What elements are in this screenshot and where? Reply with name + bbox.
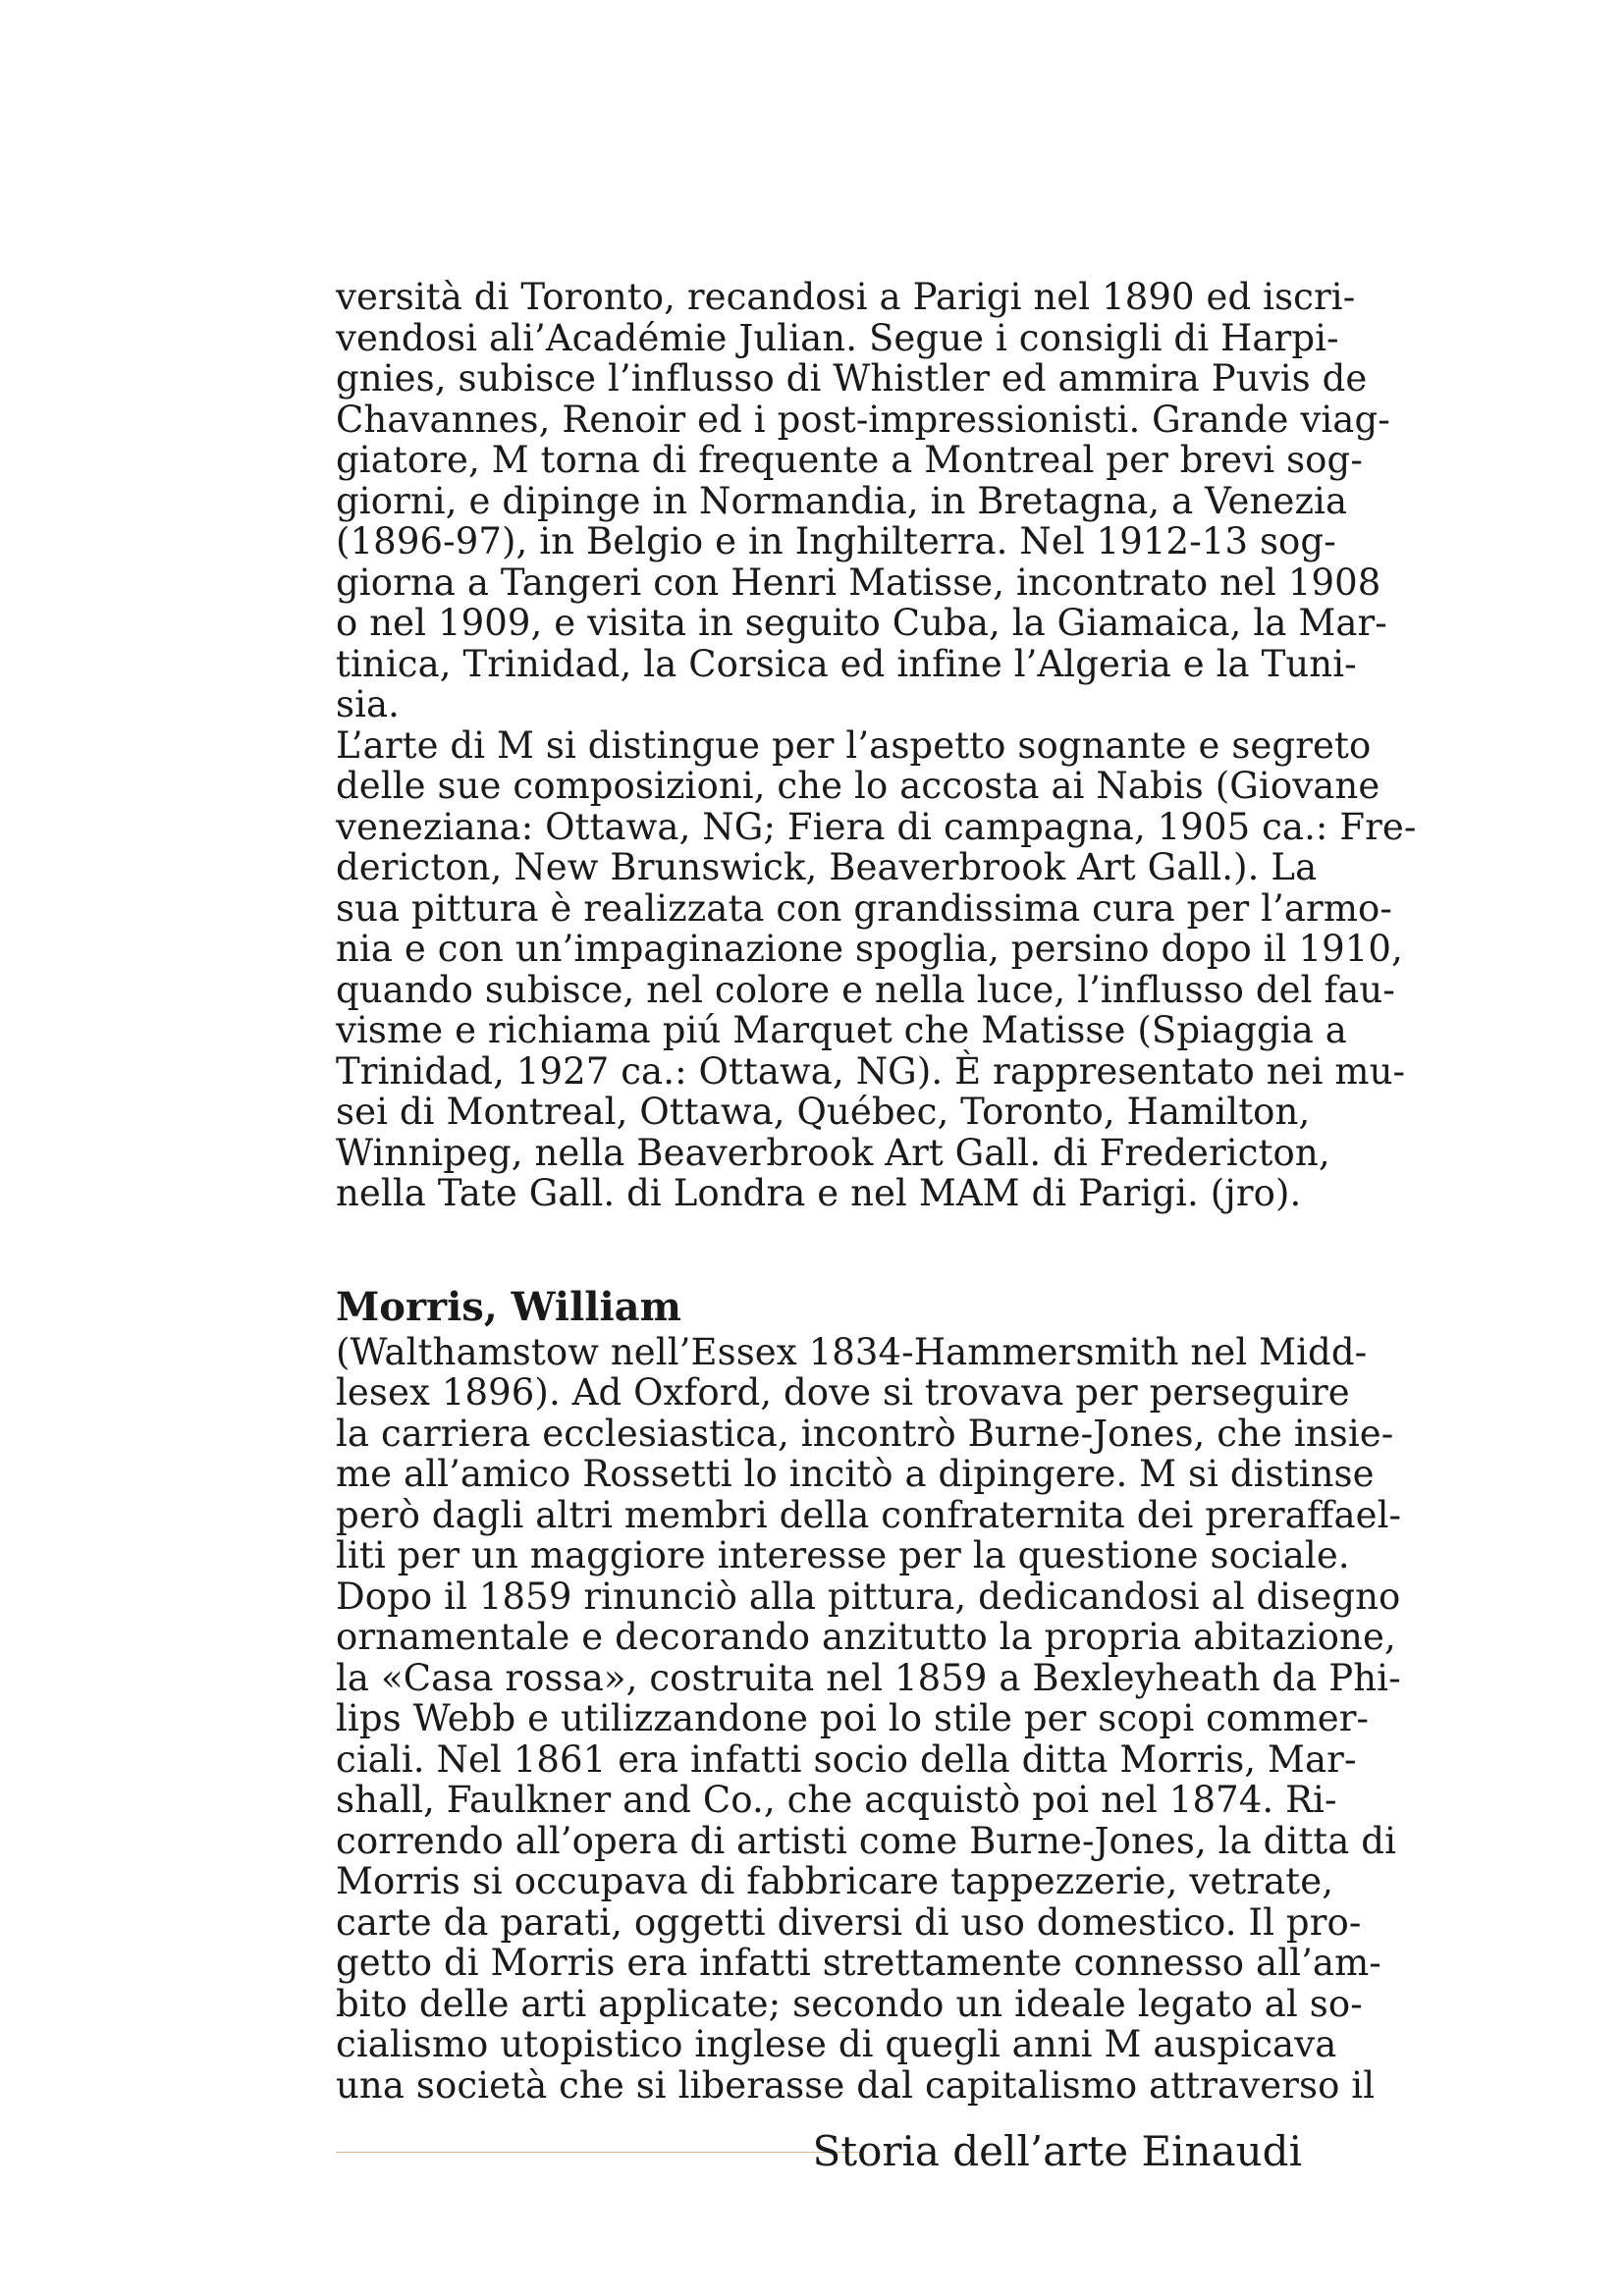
entry-separator <box>336 1214 1302 1283</box>
text-line: dericton, New Brunswick, Beaverbrook Art Gall.). La <box>336 846 1318 888</box>
text-line: giatore, M torna di frequente a Montreal per brevi sog- <box>336 439 1363 481</box>
text-line: carte da parati, oggetti diversi di uso domestico. Il pro- <box>336 1900 1362 1944</box>
text-line: sei di Montreal, Ottawa, Québec, Toronto, Hamilton, <box>336 1091 1311 1133</box>
text-line: la «Casa rossa», costruita nel 1859 a Bexleyheath da Phi- <box>336 1656 1401 1699</box>
entry-continuation-text <box>336 276 1417 1214</box>
text-line: Dopo il 1859 rinunciò alla pittura, dedicandosi al disegno <box>336 1575 1401 1618</box>
text-line: bito delle arti applicate; secondo un ideale legato al so- <box>336 1982 1363 2025</box>
text-line: Chavannes, Renoir ed i post-impressionisti. Grande viag- <box>336 398 1390 441</box>
text-line: lips Webb e utilizzandone poi lo stile per scopi commer- <box>336 1697 1370 1739</box>
text-line: visme e richiama piú Marquet che Matisse (Spiaggia a <box>336 1009 1347 1051</box>
text-line: giorni, e dipinge in Normandia, in Bretagna, a Venezia <box>336 479 1348 522</box>
text-line: o nel 1909, e visita in seguito Cuba, la Giamaica, la Mar- <box>336 602 1387 644</box>
text-line: Trinidad, 1927 ca.: Ottawa, NG). È rappresentato nei mu- <box>336 1049 1406 1093</box>
text-line: veneziana: Ottawa, NG; Fiera di campagna, 1905 ca.: Fre- <box>336 805 1417 848</box>
page-footer <box>336 2122 1302 2181</box>
entry-heading: Morris, William <box>336 1283 681 1330</box>
text-line: sua pittura è realizzata con grandissima cura per l’armo- <box>336 886 1393 930</box>
text-line: (1896-97), in Belgio e in Inghilterra. Nel 1912-13 sog- <box>336 520 1336 562</box>
text-line: però dagli altri membri della confraternita dei preraffael- <box>336 1493 1402 1536</box>
text-line: Winnipeg, nella Beaverbrook Art Gall. di Fredericton, <box>336 1131 1330 1174</box>
text-line: ornamentale e decorando anzitutto la propria abitazione, <box>336 1616 1396 1658</box>
text-line: Morris si occupava di fabbricare tappezzerie, vetrate, <box>336 1860 1334 1902</box>
footer-title: Storia dell’arte Einaudi <box>812 2127 1302 2175</box>
text-line: tinica, Trinidad, la Corsica ed infine l’Algeria e la Tuni- <box>336 642 1357 685</box>
footer-rule <box>336 2152 861 2153</box>
text-line: nia e con un’impaginazione spoglia, persino dopo il 1910, <box>336 928 1403 970</box>
text-line: cialismo utopistico inglese di quegli anni M auspicava <box>336 2023 1337 2065</box>
page-body <box>336 276 1417 2107</box>
entry-morris-text <box>336 1330 1402 2107</box>
text-line: lesex 1896). Ad Oxford, dove si trovava per perseguire <box>336 1371 1350 1414</box>
text-line: una società che si liberasse dal capitalismo attraverso il <box>336 2063 1376 2107</box>
text-line: nella Tate Gall. di Londra e nel MAM di Parigi. (jro). <box>336 1172 1302 1214</box>
text-line: liti per un maggiore interesse per la questione sociale. <box>336 1534 1350 1576</box>
text-line: giorna a Tangeri con Henri Matisse, incontrato nel 1908 <box>336 561 1381 604</box>
text-line: (Walthamstow nell’Essex 1834-Hammersmith nel Midd- <box>336 1330 1368 1373</box>
text-line: ciali. Nel 1861 era infatti socio della ditta Morris, Mar- <box>336 1737 1357 1781</box>
text-line: sia. <box>336 683 401 725</box>
text-line: vendosi ali’Académie Julian. Segue i consigli di Harpi- <box>336 316 1339 359</box>
text-line: shall, Faulkner and Co., che acquistò poi nel 1874. Ri- <box>336 1779 1337 1821</box>
text-line: versità di Toronto, recandosi a Parigi nel 1890 ed iscri- <box>336 276 1356 318</box>
text-line: delle sue composizioni, che lo accosta ai Nabis (Giovane <box>336 765 1380 807</box>
text-line: gnies, subisce l’influsso di Whistler ed ammira Puvis de <box>336 357 1368 400</box>
text-line: getto di Morris era infatti strettamente connesso all’am- <box>336 1942 1381 1984</box>
text-line: L’arte di M si distingue per l’aspetto sognante e segreto <box>336 723 1372 767</box>
text-line: quando subisce, nel colore e nella luce, l’influsso del fau- <box>336 968 1395 1011</box>
text-line: me all’amico Rossetti lo incitò a dipingere. M si distinse <box>336 1453 1375 1495</box>
text-line: correndo all’opera di artisti come Burne-Jones, la ditta di <box>336 1819 1397 1862</box>
text-line: la carriera ecclesiastica, incontrò Burne-Jones, che insie- <box>336 1412 1394 1455</box>
